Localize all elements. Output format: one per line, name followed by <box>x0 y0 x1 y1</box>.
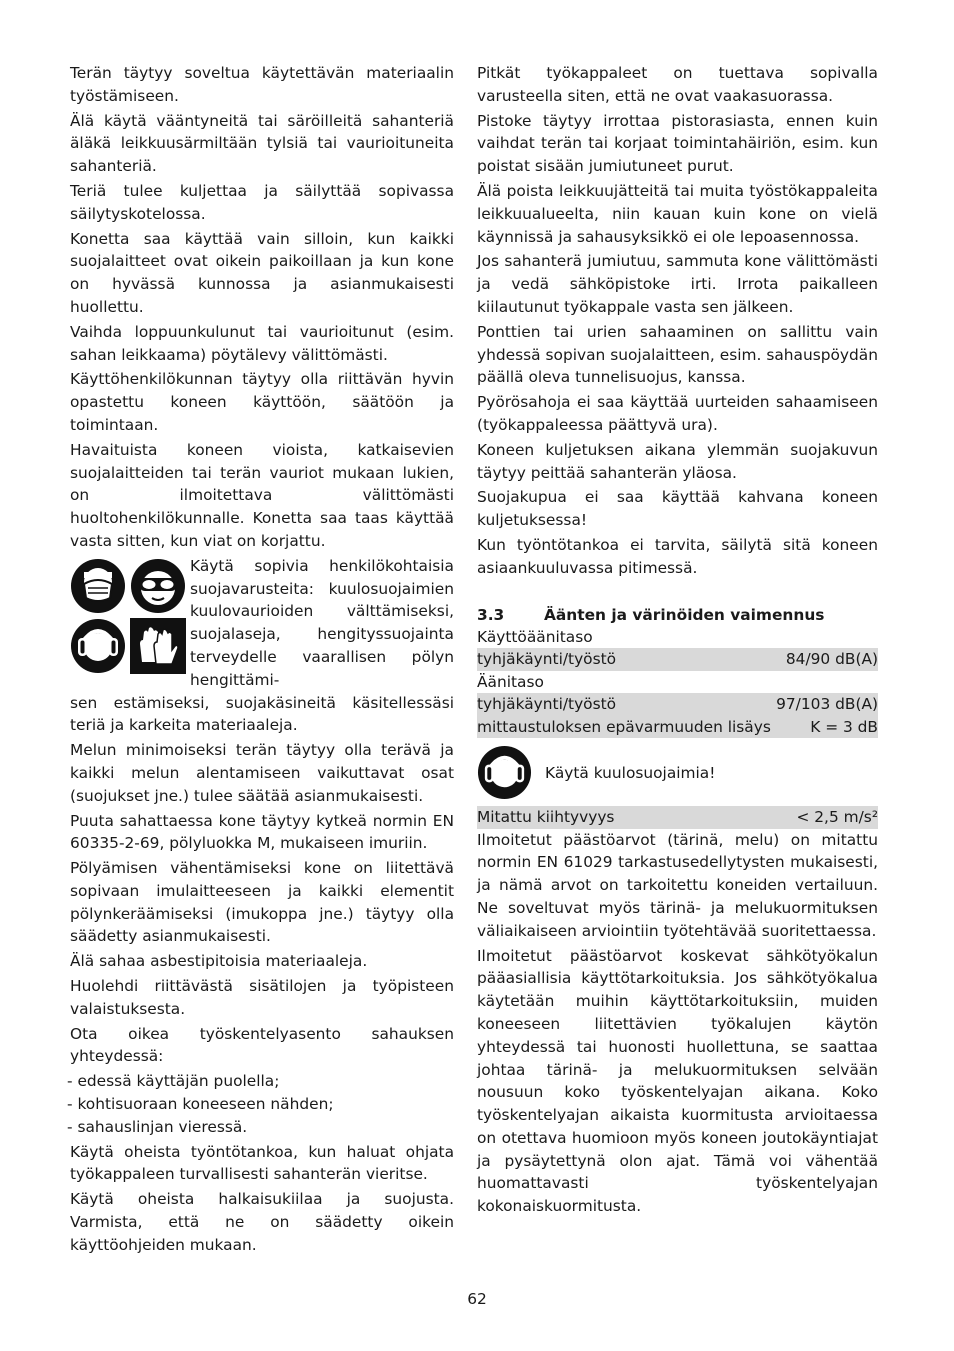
paragraph: Melun minimoiseksi terän täytyy olla terävä ja kaikki melun alentamiseen vaikuttavat osat (suojukset jne.) tulee säätää asianmukaisesti. <box>70 741 454 805</box>
ppe-block <box>70 555 454 692</box>
list-item: - kohtisuoraan koneeseen nähden; <box>67 1095 334 1114</box>
sound-power-row <box>477 693 878 716</box>
uncertainty-row <box>477 716 878 739</box>
paragraph: Koneen kuljetuksen aikana ylemmän suojakuvun täytyy peittää sahanterän yläosa. <box>477 440 878 482</box>
vibration-row <box>477 806 878 829</box>
paragraph: Pölyämisen vähentämiseksi kone on liitettävä sopivaan imulaitteeseen ja kaikki elementit pölynkeräämiseksi (imukoppa jne.) täytyy olla säädetty asianmukaisesti. <box>70 859 454 946</box>
hearing-note-text: Käytä kuulosuojaimia! <box>545 763 716 782</box>
paragraph: Huolehdi riittävästä sisätilojen ja työpisteen valaistuksesta. <box>70 977 454 1018</box>
row-label: tyhjäkäynti/työstö <box>477 650 617 669</box>
paragraph: Älä käytä vääntyneitä tai säröilleitä sahanteriä äläkä leikkuusärmiltään tylsiä tai vaurioituneita sahanteriä. <box>70 111 454 176</box>
safety-goggles-icon <box>130 558 186 614</box>
paragraph: Pitkät työkappaleet on tuettava sopivalla varusteella siten, että ne ovat vaakasuorassa. <box>477 64 878 105</box>
row-value: K = 3 dB <box>810 717 878 736</box>
ear-protection-icon <box>70 618 126 674</box>
hearing-protection-note <box>477 745 878 800</box>
ppe-text <box>190 555 454 692</box>
list-item: - edessä käyttäjän puolella; <box>67 1072 280 1091</box>
paragraph: Ota oikea työskentelyasento sahauksen yhteydessä: <box>70 1024 454 1066</box>
ear-protection-icon <box>477 745 532 800</box>
section-number: 3.3 <box>477 605 505 624</box>
row-value: 84/90 dB(A) <box>785 650 878 669</box>
list-item: - sahauslinjan vieressä. <box>67 1117 248 1136</box>
paragraph: Jos sahanterä jumiutuu, sammuta kone välittömästi ja vedä sähköpistoke irti. Irrota paikalleen kiilautunut työkappale vasta sen jälkeen. <box>477 252 878 316</box>
paragraph: Ilmoitetut päästöarvot koskevat sähkötyökalun pääasiallisia käyttötarkoituksia. Jos sähkötyökalua käytetään muihin käyttötarkoituksiin, muiden koneeseen liitettävien työkalujen käytön yhteydessä tai huonosti huollettuna, se saattaa johtaa tärinä- ja melukuormituksen selvään nousuun koko työskentelyajan aikana. Koko työskentelyajan aikaista kuormitusta arvioitaessa on otettava huomioon myös koneen joutokäyntiajat ja pysäytettynä olon ajat. Tämä voi vähentää huomattavasti työskentelyajan kokonaiskuormitusta. <box>477 946 878 1216</box>
ppe-icons <box>70 558 190 676</box>
paragraph: Käyttöhenkilökunnan täytyy olla riittävän hyvin opastettu koneen käyttöön, säätöön ja toimintaan. <box>70 370 454 434</box>
paragraph: Terän täytyy soveltua käytettävän materiaalin työstämiseen. <box>70 64 454 105</box>
row-value: < 2,5 m/s² <box>796 808 878 827</box>
operating-noise-row <box>477 648 878 671</box>
paragraph: Vaihda loppuunkulunut tai vaurioitunut (esim. sahan leikkaama) pöytälevy välittömästi. <box>70 322 454 364</box>
paragraph: Konetta saa käyttää vain silloin, kun kaikki suojalaitteet ovat oikein paikoillaan ja kun kone on hyvässä kunnossa ja asianmukaisesti huollettu. <box>70 229 454 316</box>
paragraph: Pyörösahoja ei saa käyttää uurteiden sahaamiseen (työkappaleessa päättyvä ura). <box>477 393 878 434</box>
section-heading <box>477 604 878 626</box>
paragraph: sen estämiseksi, suojakäsineitä käsitellessäsi teriä ja karkeita materiaaleja. <box>70 693 454 735</box>
section-title: Äänten ja värinöiden vaimennus <box>544 605 825 624</box>
paragraph: Käytä oheista työntötankoa, kun haluat ohjata työkappaleen turvallisesti sahanterän vieritse. <box>70 1142 454 1184</box>
paragraph: Havaituista koneen vioista, katkaisevien suojalaitteiden tai terän vauriot mukaan lukien, on ilmoitettava välittömästi huoltohenkilökunnalle. Konetta saa taas käyttää vasta sitten, kun viat on korjattu. <box>70 440 454 550</box>
sound-power-label: Äänitaso <box>477 672 544 691</box>
paragraph: Kun työntötankoa ei tarvita, säilytä sitä koneen asiaankuuluvassa pitimessä. <box>477 535 878 577</box>
paragraph: Suojakupua ei saa käyttää kahvana koneen kuljetuksessa! <box>477 488 878 530</box>
paragraph: Teriä tulee kuljettaa ja säilyttää sopivassa säilytyskotelossa. <box>70 181 454 223</box>
paragraph: Puuta sahattaessa kone täytyy kytkeä normin EN 60335-2-69, pölyluokka M, mukaiseen imuriin. <box>70 811 454 853</box>
dust-mask-icon <box>70 558 126 614</box>
paragraph: Ilmoitetut päästöarvot (tärinä, melu) on mitattu normin EN 61029 tarkastusedellytysten mukaisesti, ja nämä arvot on tarkoitettu koneiden vertailuun. Ne soveltuvat myös tärinä- ja melukuormituksen väliaikaiseen arviointiin työtehtävää suoritettaessa. <box>477 830 878 940</box>
operating-noise-label: Käyttöäänitaso <box>477 627 593 646</box>
ppe-paragraph: Käytä sopivia henkilökohtaisia suojavarusteita: kuulosuojaimien kuulovaurioiden välttämiseksi, suojalaseja, hengityssuojainta terveydelle vaarallisen pölyn hengittämi- <box>190 556 454 689</box>
paragraph: Ponttien tai urien sahaaminen on sallittu vain yhdessä sopivan suojalaitteen, esim. sahauspöydän päällä oleva tunnelisuojus, kanssa. <box>477 322 878 387</box>
row-label: Mitattu kiihtyvyys <box>477 808 615 827</box>
right-column <box>477 62 878 1220</box>
page-number: 62 <box>467 1290 487 1308</box>
row-label: mittaustuloksen epävarmuuden lisäys <box>477 717 771 736</box>
row-label: tyhjäkäynti/työstö <box>477 695 617 714</box>
paragraph: Älä poista leikkuujätteitä tai muita työstökappaleita leikkuualueelta, niin kauan kuin kone on vielä käynnissä ja sahausyksikkö ei ole lepoasennossa. <box>477 181 878 246</box>
protective-gloves-icon <box>130 618 186 674</box>
row-value: 97/103 dB(A) <box>776 695 878 714</box>
position-list <box>67 1070 454 1138</box>
paragraph: Käytä oheista halkaisukiilaa ja suojusta. Varmista, että ne on säädetty oikein käyttöohjeiden mukaan. <box>70 1190 454 1254</box>
paragraph: Älä sahaa asbestipitoisia materiaaleja. <box>70 952 368 971</box>
paragraph: Pistoke täytyy irrottaa pistorasiasta, ennen kuin vaihdat terän tai korjaat toimintahäiriön, esim. kun poistat sisään jumiutuneet purut. <box>477 111 878 176</box>
left-column <box>67 62 454 1259</box>
